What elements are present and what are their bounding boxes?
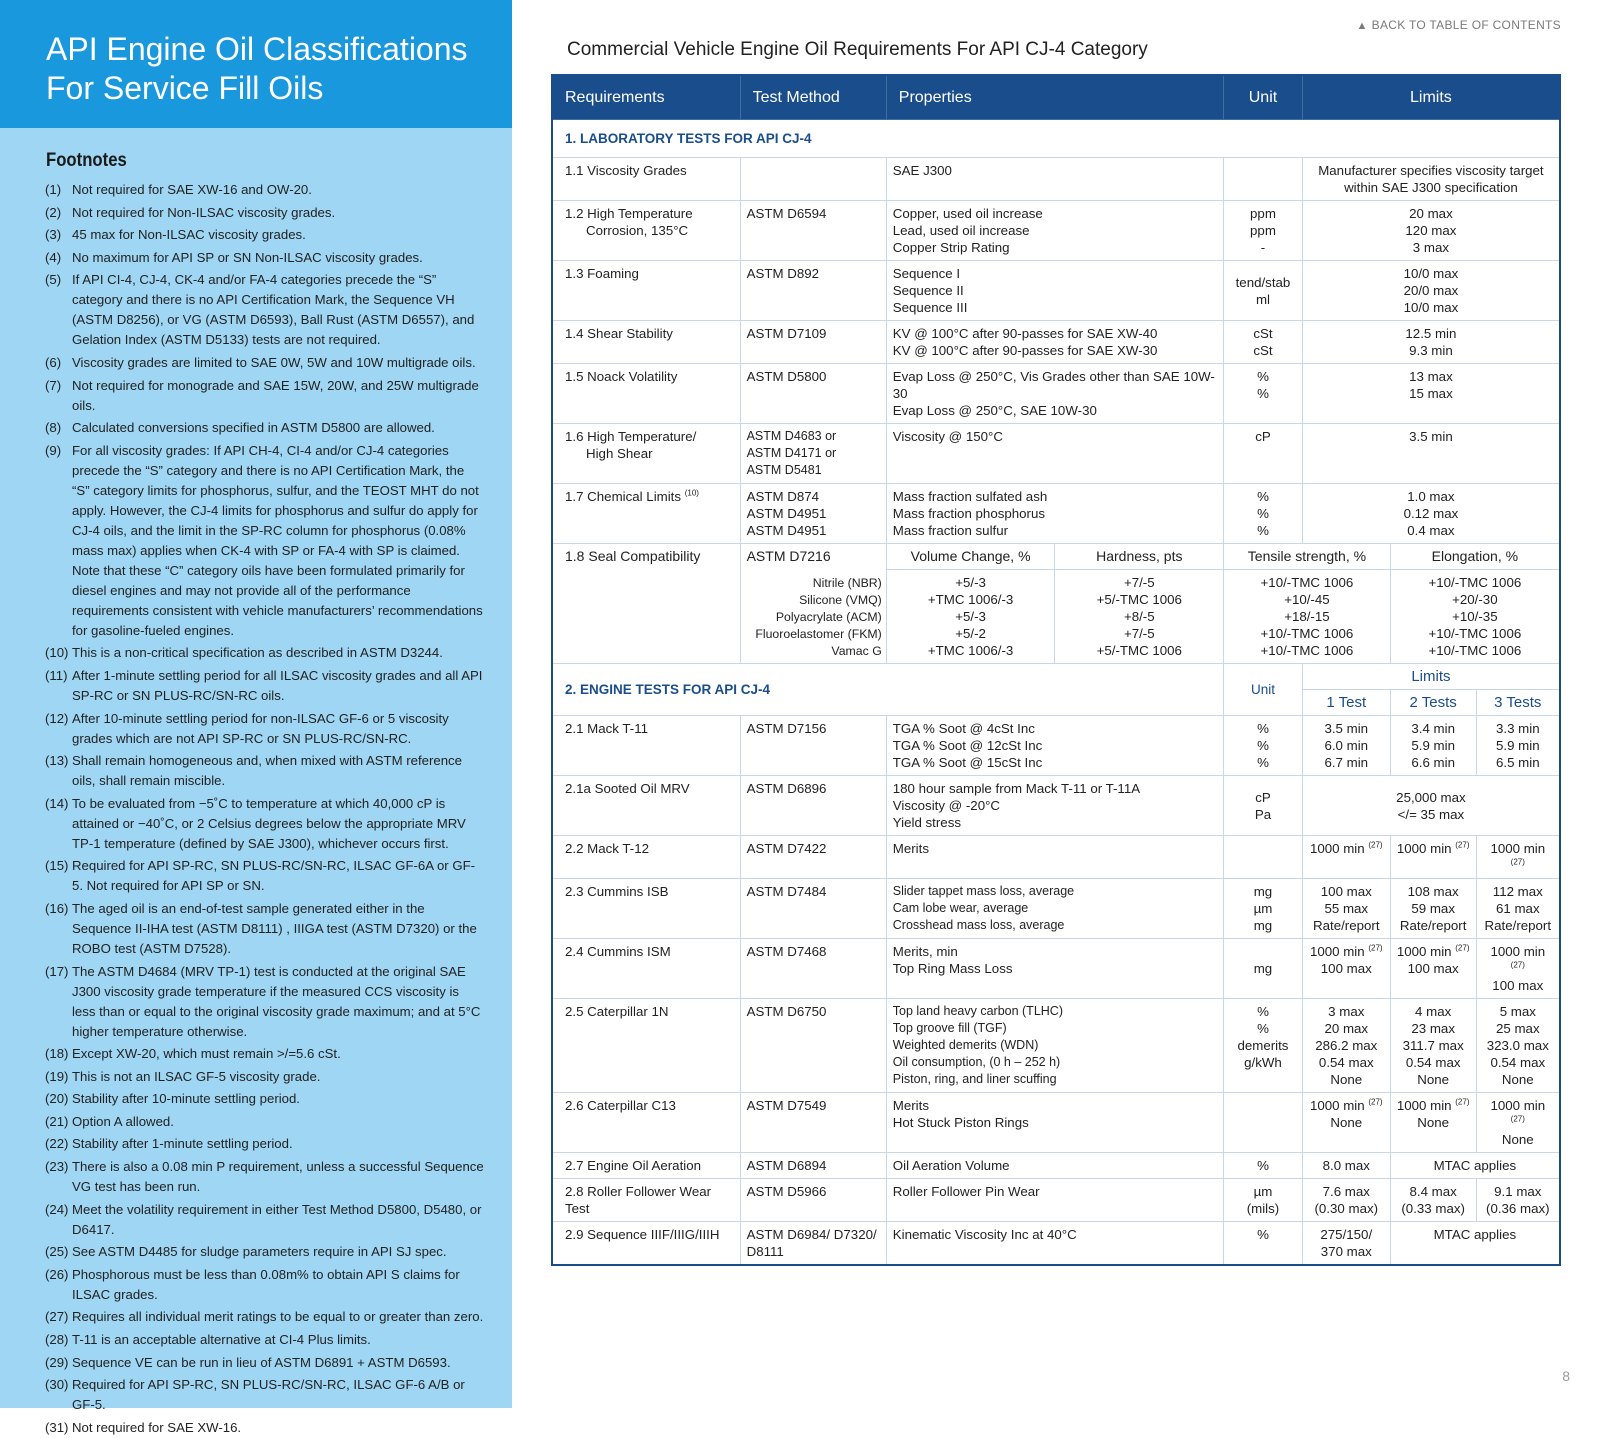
footnote-number: (1): [45, 182, 62, 197]
table-row: 1.2 High Temperature Corrosion, 135°C ASTM D6594 Copper, used oil increase Lead, used oil increase Copper Strip Rating ppm ppm - 20 max 120 max 3 max: [552, 201, 1560, 261]
footnote-text: Phosphorous must be less than 0.08m% to obtain API S claims for ILSAC grades.: [72, 1266, 460, 1302]
footnote-text: Not required for Non-ILSAC viscosity grades.: [72, 204, 336, 220]
arrow-up-icon: ▲: [1356, 20, 1368, 32]
table-row: 1.6 High Temperature/ High Shear ASTM D4683 or ASTM D4171 or ASTM D5481 Viscosity @ 150°C cP 3.5 min: [552, 424, 1560, 484]
footnote-item: [45, 1067, 485, 1087]
footnote-number: (27): [45, 1309, 69, 1325]
table-row: 2.1 Mack T-11 ASTM D7156 TGA % Soot @ 4cSt Inc TGA % Soot @ 12cSt Inc TGA % Soot @ 15cSt Inc % % % 3.5 min 6.0 min 6.7 min 3.4 min 5.9 min 6.6 min 3.3 min 5.9 min 6.5 min: [552, 716, 1560, 776]
footnote-number: (14): [45, 795, 69, 811]
footnote-number: (2): [45, 204, 62, 220]
footnote-item: [45, 225, 485, 245]
footnote-number: (5): [45, 272, 62, 288]
seal-value: Polyacrylate (ACM): [775, 610, 882, 624]
footnote-text: Except XW-20, which must remain >/=5.6 cSt.: [72, 1046, 341, 1062]
footnote-text: This is a non-critical specification as described in ASTM D3244.: [72, 645, 443, 661]
table-row: 2.1a Sooted Oil MRV ASTM D6896 180 hour sample from Mack T-11 or T-11A Viscosity @ -20°C Yield stress cP Pa 25,000 max </= 35 max: [552, 776, 1560, 836]
footnote-text: 45 max for Non-ILSAC viscosity grades.: [72, 227, 306, 243]
footnote-item: [45, 794, 485, 854]
footnote-number: (23): [45, 1159, 69, 1175]
table-row: 1.1 Viscosity Grades SAE J300 Manufacturer specifies viscosity target within SAE J300 specification: [552, 158, 1560, 201]
seal-value: +5/-TMC 1006: [1096, 592, 1182, 607]
requirements-table: [551, 74, 1561, 1266]
footnote-number: (21): [45, 1113, 69, 1129]
footnote-text: Stability after 10-minute settling period.: [72, 1091, 300, 1107]
footnote-number: (16): [45, 900, 69, 916]
seal-value: +7/-5: [1123, 626, 1155, 641]
footnote-number: (24): [45, 1201, 69, 1217]
seal-value: +10/-TMC 1006: [1428, 626, 1522, 641]
table-row: 1.8 Seal Compatibility ASTM D7216 Nitrile (NBR) Silicone (VMQ) Polyacrylate (ACM) Fluoroelastomer (FKM) Vamac G Volume Change, % Hardness, pts Tensile strength, % Elongation, %: [552, 544, 1560, 570]
back-to-toc-link[interactable]: ▲ BACK TO TABLE OF CONTENTS: [1356, 18, 1561, 32]
footnote-item: [45, 203, 485, 223]
footnote-text: Calculated conversions specified in ASTM D5800 are allowed.: [72, 420, 435, 436]
footnote-text: If API CI-4, CJ-4, CK-4 and/or FA-4 categories precede the “S” category and there is no API Certification Mark, the Sequence VH (ASTM D8256), or VG (ASTM D6593), Ball Rust (ASTM D6557), and Gelation Index (ASTM D5133) tests are not required.: [72, 272, 475, 348]
footnote-item: [45, 1242, 485, 1262]
footnote-text: This is not an ILSAC GF-5 viscosity grade.: [72, 1068, 321, 1084]
footnote-number: (29): [45, 1354, 69, 1370]
seal-value: Fluoroelastomer (FKM): [755, 627, 882, 641]
footnote-number: (20): [45, 1091, 69, 1107]
footnotes-heading: Footnotes: [46, 150, 127, 171]
footnote-text: Not required for monograde and SAE 15W, 20W, and 25W multigrade oils.: [72, 377, 479, 413]
table-row: 1 Test 2 Tests 3 Tests: [552, 690, 1560, 716]
seal-value: +10/-TMC 1006: [1428, 575, 1522, 590]
table-row: 2.8 Roller Follower Wear Test ASTM D5966 Roller Follower Pin Wear µm (mils) 7.6 max (0.30 max) 8.4 max (0.33 max) 9.1 max (0.36 max): [552, 1179, 1560, 1222]
footnote-text: Sequence VE can be run in lieu of ASTM D6891 + ASTM D6593.: [72, 1354, 451, 1370]
footnote-item: [45, 353, 485, 373]
seal-value: Vamac G: [831, 644, 882, 658]
footnote-item: [45, 856, 485, 896]
footnote-text: See ASTM D4485 for sludge parameters require in API SJ spec.: [72, 1244, 447, 1260]
footnotes-list: [45, 180, 485, 1438]
footnote-item: [45, 666, 485, 706]
table-row: 2.3 Cummins ISB ASTM D7484 Slider tappet mass loss, average Cam lobe wear, average Crosshead mass loss, average mg µm mg 100 max 55 max Rate/report 108 max 59 max Rate/report 112 max 61 max Rate/report: [552, 879, 1560, 939]
footnote-number: (8): [45, 420, 62, 436]
footnote-text: Viscosity grades are limited to SAE 0W, 5W and 10W multigrade oils.: [72, 354, 476, 370]
table-row: 2.9 Sequence IIIF/IIIG/IIIH ASTM D6984/ D7320/ D8111 Kinematic Viscosity Inc at 40°C % 275/150/ 370 max MTAC applies: [552, 1222, 1560, 1266]
elastomer-list: [747, 575, 882, 660]
seal-value: +10/-TMC 1006: [1260, 643, 1354, 658]
footnote-number: (25): [45, 1244, 69, 1260]
footnote-number: (13): [45, 753, 69, 769]
footnote-text: Meet the volatility requirement in either Test Method D5800, D5480, or D6417.: [72, 1201, 482, 1237]
footnote-text: Shall remain homogeneous and, when mixed with ASTM reference oils, shall remain miscible.: [72, 753, 462, 789]
seal-value: +5/-TMC 1006: [1096, 643, 1182, 658]
seal-value: +10/-35: [1452, 609, 1498, 624]
footnote-item: [45, 1112, 485, 1132]
footnote-text: The aged oil is an end-of-test sample generated either in the Sequence II-IHA test (ASTM D8111) , IIIGA test (ASTM D7320) or the ROBO test (ASTM D7528).: [72, 900, 477, 956]
table-row: 1.7 Chemical Limits $^{(10)}$ ASTM D874 ASTM D4951 ASTM D4951 Mass fraction sulfated ash Mass fraction phosphorus Mass fraction sulfur % % % 1.0 max 0.12 max 0.4 max: [552, 484, 1560, 544]
table-title: Commercial Vehicle Engine Oil Requirements For API CJ-4 Category: [567, 39, 1148, 60]
footnote-item: [45, 376, 485, 416]
sidebar: [0, 0, 512, 1435]
footnote-item: [45, 1307, 485, 1327]
footnote-text: Stability after 1-minute settling period.: [72, 1136, 293, 1152]
table-header-row: [552, 75, 1560, 120]
table-row: 1.5 Noack Volatility ASTM D5800 Evap Loss @ 250°C, Vis Grades other than SAE 10W-30 Evap Loss @ 250°C, SAE 10W-30 % % 13 max 15 max: [552, 364, 1560, 424]
footnote-text: T-11 is an acceptable alternative at CI-4 Plus limits.: [72, 1332, 371, 1348]
table-row: 1.3 Foaming ASTM D892 Sequence I Sequence II Sequence III tend/stab ml 10/0 max 20/0 max 10/0 max: [552, 261, 1560, 321]
seal-value: +7/-5: [1123, 575, 1155, 590]
footnote-text: Not required for SAE XW-16.: [72, 1419, 242, 1435]
seal-value: Silicone (VMQ): [799, 593, 882, 607]
footnote-item: [45, 1330, 485, 1350]
footnote-number: (28): [45, 1332, 69, 1348]
footnote-item: [45, 962, 485, 1042]
col-header: Limits: [1302, 75, 1560, 120]
footnote-number: (11): [45, 667, 68, 683]
footnote-text: Required for API SP-RC, SN PLUS-RC/SN-RC, ILSAC GF-6A or GF-5. Not required for API SP or SN.: [72, 858, 476, 894]
seal-value: +10/-TMC 1006: [1260, 575, 1354, 590]
footnote-number: (26): [45, 1266, 69, 1282]
footnote-text: Not required for SAE XW-16 and OW-20.: [72, 182, 312, 197]
seal-value: +8/-5: [1123, 609, 1155, 624]
footnote-item: [45, 1089, 485, 1109]
seal-value: +18/-15: [1284, 609, 1330, 624]
footnote-item: [45, 1134, 485, 1154]
footnote-number: (3): [45, 227, 62, 243]
footnote-number: (17): [45, 963, 69, 979]
footnote-item: [45, 709, 485, 749]
table-row: 2.4 Cummins ISM ASTM D7468 Merits, min Top Ring Mass Loss mg 1000 min $^{(27)}$ 100 max 1000 min $^{(27)}$ 100 max 1000 min $^{(27)}$ 100 max: [552, 939, 1560, 999]
footnote-number: (19): [45, 1068, 69, 1084]
footnote-item: [45, 899, 485, 959]
col-header: Test Method: [740, 75, 886, 120]
col-header: Properties: [886, 75, 1223, 120]
footnote-item: [45, 1418, 485, 1438]
page-title: API Engine Oil Classifications For Service Fill Oils: [46, 31, 468, 106]
footnote-number: (15): [45, 858, 69, 874]
seal-value: Nitrile (NBR): [812, 576, 882, 590]
footnote-number: (22): [45, 1136, 69, 1152]
footnote-text: Requires all individual merit ratings to be equal to or greater than zero.: [72, 1309, 484, 1325]
seal-value: +5/-3: [955, 609, 986, 624]
footnote-item: [45, 248, 485, 268]
footnote-number: (7): [45, 377, 62, 393]
table-row: 2.5 Caterpillar 1N ASTM D6750 Top land heavy carbon (TLHC) Top groove fill (TGF) Weighted demerits (WDN) Oil consumption, (0 h – 252 h) Piston, ring, and liner scuffing % % demerits g/kWh 3 max 20 max 286.2 max 0.54 max None 4 max 23 max 311.7 max 0.54 max None 5 max 25 max 323.0 max 0.54 max None: [552, 999, 1560, 1093]
footnote-number: (30): [45, 1377, 69, 1393]
footnote-item: [45, 1044, 485, 1064]
footnote-text: After 1-minute settling period for all ILSAC viscosity grades and all API SP-RC or SN PLUS-RC/SN-RC oils.: [72, 667, 483, 703]
seal-value: +5/-2: [955, 626, 986, 641]
title-banner: [0, 0, 512, 128]
table-row: 2.7 Engine Oil Aeration ASTM D6894 Oil Aeration Volume % 8.0 max MTAC applies: [552, 1153, 1560, 1179]
page-number: 8: [1562, 1368, 1570, 1384]
footnote-text: Option A allowed.: [72, 1113, 174, 1129]
footnote-item: [45, 418, 485, 438]
footnote-number: (31): [45, 1419, 69, 1435]
footnote-text: To be evaluated from −5˚C to temperature at which 40,000 cP is attained or −40˚C, or 2 Celsius degrees below the appropriate MRV TP-1 temperature (defined by SAE J300), whichever occurs first.: [72, 795, 466, 851]
footnote-item: [45, 1157, 485, 1197]
seal-value: +10/-TMC 1006: [1428, 643, 1522, 658]
footnote-item: [45, 643, 485, 663]
footnote-text: No maximum for API SP or SN Non-ILSAC viscosity grades.: [72, 249, 423, 265]
table-row: 2.2 Mack T-12 ASTM D7422 Merits 1000 min $^{(27)}$ 1000 min $^{(27)}$ 1000 min $^{(27)}$: [552, 836, 1560, 879]
footnote-item: [45, 1375, 485, 1415]
seal-value: +10/-TMC 1006: [1260, 626, 1354, 641]
footnote-item: [45, 270, 485, 350]
footnote-text: Required for API SP-RC, SN PLUS-RC/SN-RC, ILSAC GF-6 A/B or GF-5.: [72, 1377, 465, 1413]
seal-value: +10/-45: [1284, 592, 1330, 607]
col-header: Unit: [1224, 75, 1303, 120]
section-row: 1. LABORATORY TESTS FOR API CJ-4: [552, 120, 1560, 158]
footnote-item: [45, 1265, 485, 1305]
seal-value: +5/-3: [955, 575, 986, 590]
footnote-text: There is also a 0.08 min P requirement, unless a successful Sequence VG test has been run.: [72, 1159, 484, 1195]
footnote-item: [45, 180, 485, 200]
table-row: 2.6 Caterpillar C13 ASTM D7549 Merits Hot Stuck Piston Rings 1000 min $^{(27)}$ None 1000 min $^{(27)}$ None 1000 min $^{(27)}$ None: [552, 1093, 1560, 1153]
seal-value: +TMC 1006/-3: [927, 592, 1014, 607]
footnote-number: (18): [45, 1046, 69, 1062]
seal-value: +20/-30: [1452, 592, 1498, 607]
footnote-number: (6): [45, 354, 62, 370]
footnote-number: (9): [45, 442, 62, 458]
footnote-text: For all viscosity grades: If API CH-4, CI-4 and/or CJ-4 categories precede the “S” category and there is no API Certification Mark, the “S” category limits for phosphorus, sulfur, and the TEOST MHT do not apply. However, the CJ-4 limits for phosphorus and sulfur do apply for CJ-4 oils, and the limit in the SP-RC column for phosphorus (0.08% mass max) applies when CK-4 with SP or FA-4 with SP is claimed. Note that these “C” category oils have been formulated primarily for diesel engines and may not provide all of the performance requirements consistent with vehicle manufacturers’ recommendations for gasoline-fueled engines.: [72, 442, 483, 638]
seal-value: +TMC 1006/-3: [927, 643, 1014, 658]
table-row: 1.4 Shear Stability ASTM D7109 KV @ 100°C after 90-passes for SAE XW-40 KV @ 100°C after 90-passes for SAE XW-30 cSt cSt 12.5 min 9.3 min: [552, 321, 1560, 364]
footnote-item: [45, 1200, 485, 1240]
footnote-item: [45, 441, 485, 641]
footnote-text: After 10-minute settling period for non-ILSAC GF-6 or 5 viscosity grades which are not API SP-RC or SN PLUS-RC/SN-RC.: [72, 710, 449, 746]
footnote-number: (12): [45, 710, 69, 726]
footnote-number: (10): [45, 645, 69, 661]
footnote-number: (4): [45, 249, 62, 265]
footnote-item: [45, 751, 485, 791]
footnote-text: The ASTM D4684 (MRV TP-1) test is conducted at the original SAE J300 viscosity grade temperature if the measured CCS viscosity is less than or equal to the original viscosity grade maximum; and at 5°C higher temperature otherwise.: [72, 963, 481, 1039]
col-header: Requirements: [552, 75, 740, 120]
section-row: 2. ENGINE TESTS FOR API CJ-4 Unit Limits: [552, 664, 1560, 690]
footnote-item: [45, 1353, 485, 1373]
